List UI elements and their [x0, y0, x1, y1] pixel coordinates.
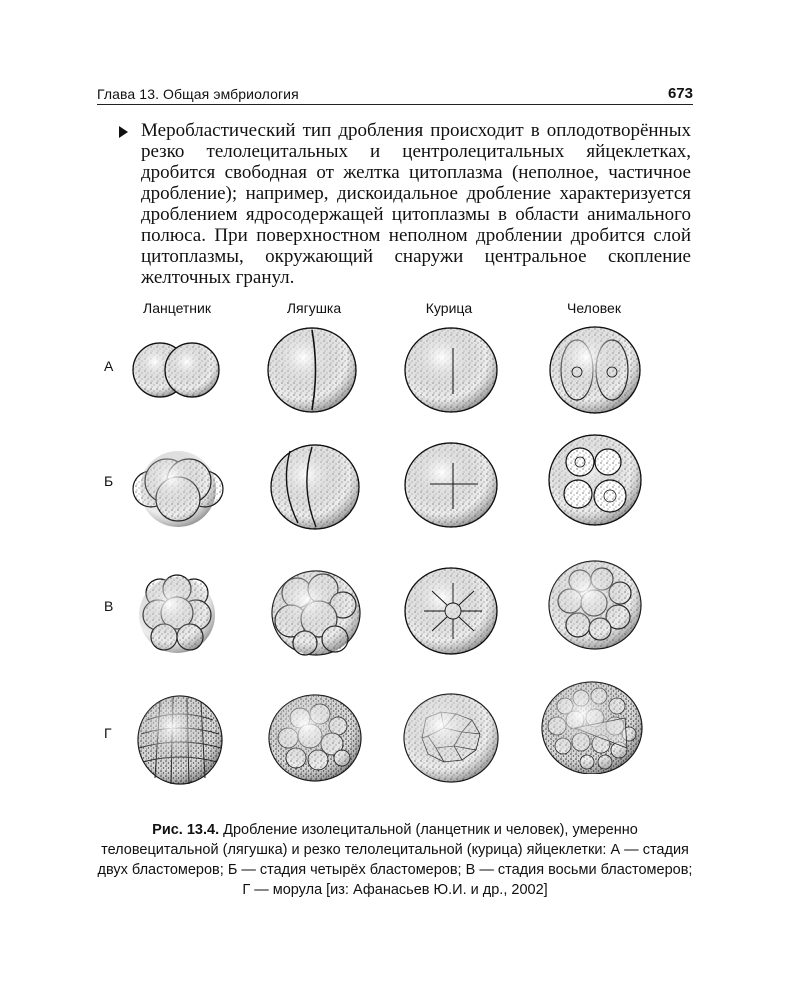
row-label-b: Б [104, 473, 114, 489]
column-label-lancelet: Ланцетник [143, 300, 211, 316]
row-label-a: А [104, 358, 114, 374]
chicken-two-blastomeres [396, 322, 506, 418]
triangle-bullet-icon [119, 126, 128, 138]
figure-caption [97, 820, 693, 900]
chapter-title: Глава 13. Общая эмбриология [97, 86, 299, 102]
human-morula [535, 678, 645, 774]
row-label-v: В [104, 598, 114, 614]
human-two-blastomeres [540, 322, 650, 418]
lancelet-morula [125, 690, 235, 786]
lancelet-two-blastomeres [120, 322, 230, 418]
chicken-four-blastomeres [396, 437, 506, 533]
human-four-blastomeres [540, 432, 650, 528]
page-number: 673 [667, 85, 693, 102]
paragraph-text: Меробластический тип дробления происходит в оплодотворённых резко телолецитальных и центролецитальных яйцеклетках, дробится свободная от желтка цитоплазма (неполное, частичное дробление); например, дискоидальное дробление характеризуется дроблением ядросодержащей цитоплазмы в области анимального полюса. При поверхностном неполном дроблении дробится слой цитоплазмы, окружающий снаружи центральное скопление желточных гранул. [141, 120, 691, 288]
frog-eight-blastomeres [261, 563, 371, 659]
column-label-chicken: Курица [425, 300, 473, 316]
running-head [97, 84, 693, 105]
chicken-morula [396, 688, 506, 784]
row-label-g: Г [104, 725, 112, 741]
chicken-eight-blastomeres [396, 563, 506, 659]
human-eight-blastomeres [540, 555, 650, 651]
caption-text: Дробление изолецитальной (ланцетник и человек), умеренно теловецитальной (лягушка) и резко телолецитальной (курица) яйцеклетки: А — стадия двух бластомеров; Б — стадия четырёх бластомеров; В — стадия восьми бластомеров; Г — морула [из: Афанасьев Ю.И. и др., 2002] [97, 822, 693, 898]
caption-label: Рис. 13.4. [152, 822, 220, 838]
column-label-frog: Лягушка [286, 300, 342, 316]
column-label-human: Человек [567, 300, 621, 316]
lancelet-four-blastomeres [123, 437, 233, 533]
frog-four-blastomeres [260, 437, 370, 533]
frog-morula [260, 688, 370, 784]
lancelet-eight-blastomeres [122, 565, 232, 661]
frog-two-blastomeres [257, 322, 367, 418]
